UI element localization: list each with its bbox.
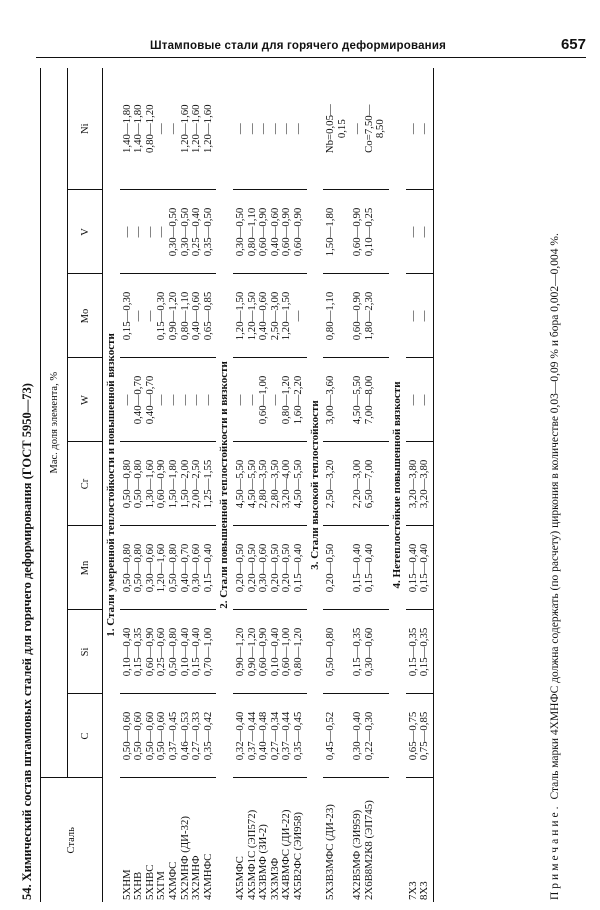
section-title: 4. Нетеплостойкие повышенной вязкости — [391, 381, 404, 589]
value-cell: 0,65—0,75 0,75—0,85 — [406, 694, 434, 778]
value-cell: 0,45—0,52 — [323, 694, 350, 778]
table-caption-text: Химический состав штамповых сталей для горячего деформирования (ГОСТ 5950—73) — [20, 383, 34, 882]
value-cell: 4,50—5,50 7,00—8,00 — [350, 358, 389, 442]
table-row — [323, 68, 350, 902]
value-cell: 1,40—1,80 1,40—1,80 0,80—1,20 — — 1,20—1,60 1,20—1,60 1,20—1,60 — [120, 68, 217, 190]
value-cell: 1,20—1,50 1,20—1,50 0,40—0,60 2,50—3,00 1,20—1,50 — — [233, 274, 307, 358]
steel-grade-cell: 4Х2В5МФ (ЭИ959) 2Х6В8М2К8 (ЭП745) — [351, 800, 375, 900]
section-title: 1. Стали умеренной теплостойкости и повышенной вязкости — [105, 333, 117, 637]
note-text: Сталь марки 4ХМНФС должна содержать (по расчету) циркония в количестве 0,03—0,09 % и бора 0,002—0,004 %. — [549, 233, 561, 800]
value-cell: 0,90—1,20 0,90—1,20 0,60—0,90 0,10—0,40 0,60—1,00 0,80—1,20 — [233, 610, 307, 694]
value-cell: — — — [406, 358, 434, 442]
running-title: Штамповые стали для горячего деформирования — [150, 40, 446, 52]
value-cell: 0,15—0,30 — — 0,15—0,30 0,90—1,20 0,80—1,10 0,40—0,60 0,65—0,85 — [120, 274, 217, 358]
value-cell: 0,10—0,40 0,15—0,35 0,60—0,90 0,25—0,60 0,50—0,80 0,10—0,40 0,15—0,40 0,70—1,00 — [120, 610, 217, 694]
value-cell: 0,60—0,90 0,10—0,25 — [350, 190, 389, 274]
composition-table — [40, 68, 434, 902]
value-cell: 0,20—0,50 — [323, 526, 350, 610]
value-cell: 0,15—0,35 0,30—0,60 — [350, 610, 389, 694]
value-cell: Nb=0,05— 0,15 — [323, 68, 350, 190]
column-header-cr: Cr — [68, 442, 103, 526]
mass-fraction-header: Мас. доля элемента, % — [41, 68, 68, 778]
value-cell: 0,60—0,90 1,80—2,30 — [350, 274, 389, 358]
column-header-v: V — [68, 190, 103, 274]
value-cell: 2,20—3,00 6,50—7,00 — [350, 442, 389, 526]
value-cell: 0,30—0,40 0,22—0,30 — [350, 694, 389, 778]
value-cell: 4,50—5,50 4,50—5,50 2,80—3,50 2,80—3,50 3,20—4,00 4,50—5,50 — [233, 442, 307, 526]
value-cell: 0,30—0,50 0,80—1,10 0,60—0,90 0,40—0,60 0,60—0,90 0,60—0,90 — [233, 190, 307, 274]
table-row — [350, 68, 389, 902]
value-cell: 0,15—0,35 0,15—0,35 — [406, 610, 434, 694]
value-cell: — — — [406, 190, 434, 274]
value-cell: 3,20—3,80 3,20—3,80 — [406, 442, 434, 526]
column-header-mo: Mo — [68, 274, 103, 358]
value-cell: — Co=7,50— 8,50 — [350, 68, 389, 190]
value-cell: 0,80—1,10 — [323, 274, 350, 358]
steel-grade-cell: 7Х3 8Х3 — [406, 778, 434, 902]
column-header-mn: Mn — [68, 526, 103, 610]
value-cell: 2,50—3,20 — [323, 442, 350, 526]
table-row — [120, 68, 217, 902]
value-cell: 0,15—0,40 0,15—0,40 — [406, 526, 434, 610]
value-cell: 0,15—0,40 0,15—0,40 — [350, 526, 389, 610]
page-header — [0, 0, 600, 60]
value-cell: 1,50—1,80 — [323, 190, 350, 274]
column-header-ni: Ni — [68, 68, 103, 190]
header-rule — [36, 57, 586, 58]
value-cell: 0,20—0,50 0,20—0,50 0,30—0,60 0,20—0,50 0,20—0,50 0,15—0,40 — [233, 526, 307, 610]
section-title: 2. Стали повышенной теплостойкости и вязкости — [218, 361, 231, 609]
table-row — [406, 68, 434, 902]
section-title: 3. Стали высокой теплостойкости — [308, 400, 321, 570]
value-cell: — — — [406, 68, 434, 190]
column-header-w: W — [68, 358, 103, 442]
table-note — [548, 70, 562, 900]
steel-grade-cell: 5Х3В3МФС (ДИ-23) — [324, 804, 337, 900]
value-cell: 0,50—0,60 0,50—0,60 0,50—0,60 0,50—0,60 0,37—0,45 0,46—0,53 0,27—0,33 0,35—0,42 — [120, 694, 217, 778]
value-cell: 0,50—0,80 — [323, 610, 350, 694]
table-number: 54. — [20, 884, 34, 900]
value-cell: — — — — 0,30—0,50 0,30—0,50 0,25—0,40 0,35—0,50 — [120, 190, 217, 274]
column-header-c: C — [68, 694, 103, 778]
value-cell: — 0,40—0,70 0,40—0,70 — — — — — — [120, 358, 217, 442]
value-cell: — — — — — — — [233, 68, 307, 190]
column-header-si: Si — [68, 610, 103, 694]
value-cell: 0,50—0,80 0,50—0,80 1,30—1,60 0,60—0,90 1,50—1,80 1,50—2,00 2,00—2,50 1,25—1,55 — [120, 442, 217, 526]
value-cell: 0,50—0,80 0,50—0,80 0,30—0,60 1,20—1,60 0,50—0,80 0,40—0,70 0,30—0,60 0,15—0,40 — [120, 526, 217, 610]
grade-column-header: Сталь — [41, 778, 103, 902]
rotated-table-page — [18, 60, 582, 906]
value-cell: — — 0,60—1,00 — 0,80—1,20 1,60—2,20 — [233, 358, 307, 442]
value-cell: — — — [406, 274, 434, 358]
steel-grade-cell: 4Х5МФС 4Х5МФ1С (ЭП572) 4Х3ВМФ (ЗИ-2) 3Х3М3Ф 4Х4ВМФС (ДИ-22) 4Х5В2ФС (ЭИ958) — [233, 809, 304, 900]
value-cell: 3,00—3,60 — [323, 358, 350, 442]
steel-grade-cell: 5ХНМ 5ХНВ 5ХНВС 5ХГМ 4ХМФС 5Х2МНФ (ДИ-32) 3Х2МНФ 4ХМНФС — [120, 816, 214, 900]
table-caption — [20, 383, 35, 900]
table-row — [233, 68, 307, 902]
page-number: 657 — [560, 36, 586, 53]
value-cell: 0,32—0,40 0,37—0,44 0,40—0,48 0,27—0,34 0,37—0,44 0,35—0,45 — [233, 694, 307, 778]
note-label: Примечание. — [549, 803, 561, 900]
